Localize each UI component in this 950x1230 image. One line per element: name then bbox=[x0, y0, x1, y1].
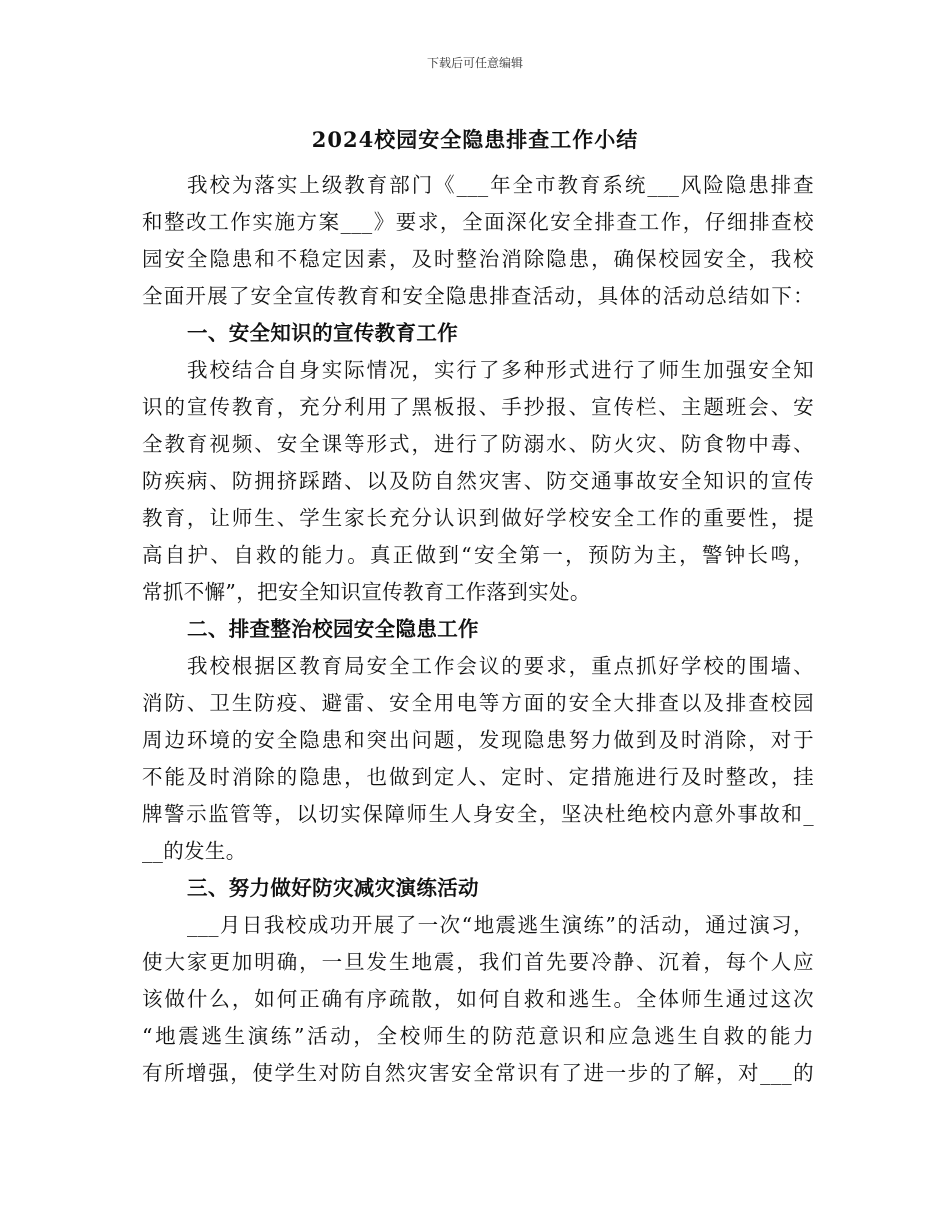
paragraph-line: 不能及时消除的隐患，也做到定人、定时、定措施进行及时整改，挂 bbox=[142, 765, 814, 789]
paragraph-line: 周边环境的安全隐患和突出问题，发现隐患努力做到及时消除，对于 bbox=[142, 728, 814, 752]
paragraph-line: 消防、卫生防疫、避雷、安全用电等方面的安全大排查以及排查校园 bbox=[142, 691, 814, 715]
section-heading: 二、排查整治校园安全隐患工作 bbox=[187, 617, 479, 641]
paragraph-line: 牌警示监管等，以切实保障师生人身安全，坚决杜绝校内意外事故和_ bbox=[142, 802, 814, 826]
paragraph-line: 有所增强，使学生对防自然灾害安全常识有了进一步的了解，对___的 bbox=[142, 1061, 814, 1085]
paragraph-line: 我校为落实上级教育部门《___年全市教育系统___风险隐患排查 bbox=[187, 173, 814, 197]
paragraph-line: 我校结合自身实际情况，实行了多种形式进行了师生加强安全知 bbox=[187, 358, 814, 382]
paragraph-line: 高自护、自救的能力。真正做到“安全第一，预防为主，警钟长鸣， bbox=[142, 543, 814, 567]
paragraph-line: 防疾病、防拥挤踩踏、以及防自然灾害、防交通事故安全知识的宣传 bbox=[142, 469, 814, 493]
paragraph-line: 常抓不懈”，把安全知识宣传教育工作落到实处。 bbox=[142, 580, 591, 604]
paragraph-line: 我校根据区教育局安全工作会议的要求，重点抓好学校的围墙、 bbox=[187, 654, 814, 678]
document-body bbox=[142, 172, 814, 1097]
paragraph-line: 使大家更加明确，一旦发生地震，我们首先要冷静、沉着，每个人应 bbox=[142, 950, 814, 974]
paragraph-line: __的发生。 bbox=[142, 839, 247, 863]
paragraph-line: 和整改工作实施方案___》要求，全面深化安全排查工作，仔细排查校 bbox=[142, 210, 814, 234]
paragraph-line: 全教育视频、安全课等形式，进行了防溺水、防火灾、防食物中毒、 bbox=[142, 432, 814, 456]
section-heading: 三、努力做好防灾减灾演练活动 bbox=[187, 876, 479, 900]
paragraph-line: “地震逃生演练”活动，全校师生的防范意识和应急逃生自救的能力 bbox=[142, 1024, 814, 1048]
document-title: 2024校园安全隐患排查工作小结 bbox=[311, 127, 639, 152]
paragraph-line: 识的宣传教育，充分利用了黑板报、手抄报、宣传栏、主题班会、安 bbox=[142, 395, 814, 419]
paragraph-line: 该做什么，如何正确有序疏散，如何自救和逃生。全体师生通过这次 bbox=[142, 987, 814, 1011]
paragraph-line: ___月日我校成功开展了一次“地震逃生演练”的活动，通过演习， bbox=[187, 913, 814, 937]
paragraph-line: 全面开展了安全宣传教育和安全隐患排查活动，具体的活动总结如下： bbox=[142, 284, 814, 308]
paragraph-line: 教育，让师生、学生家长充分认识到做好学校安全工作的重要性，提 bbox=[142, 506, 814, 530]
page-header-note: 下载后可任意编辑 bbox=[426, 56, 523, 70]
paragraph-line: 园安全隐患和不稳定因素，及时整治消除隐患，确保校园安全，我校 bbox=[142, 247, 814, 271]
section-heading: 一、安全知识的宣传教育工作 bbox=[187, 321, 459, 345]
